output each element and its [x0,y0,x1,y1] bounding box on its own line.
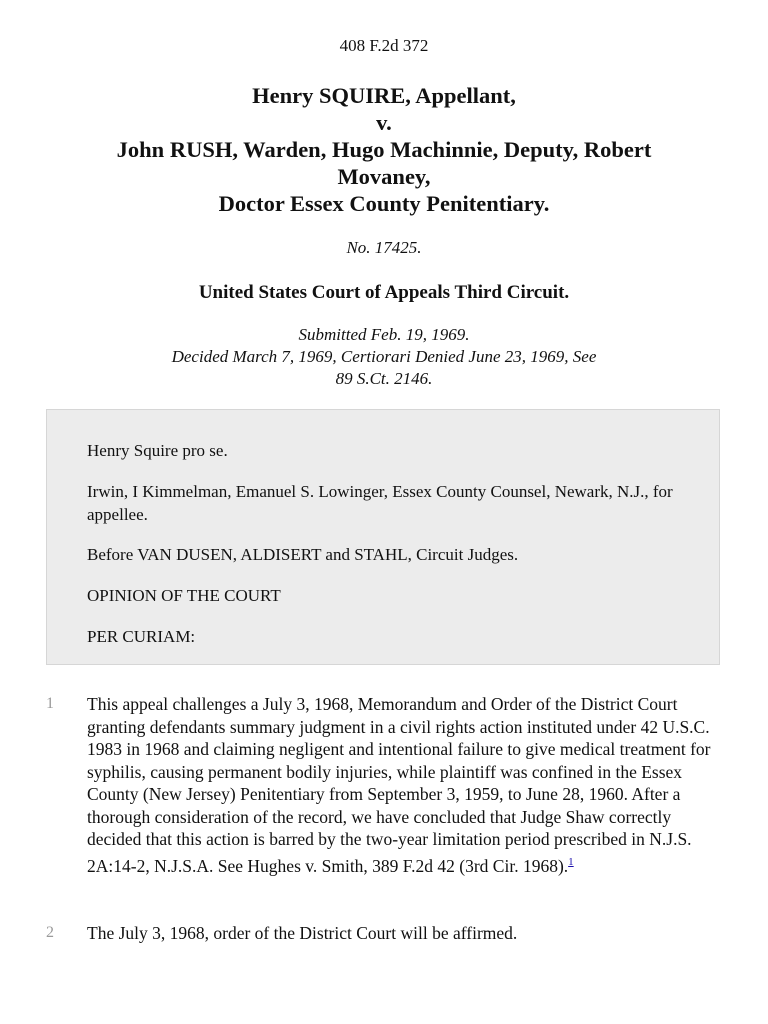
case-caption [60,82,708,217]
opinion-heading: OPINION OF THE COURT [87,586,281,605]
paragraph-number: 2 [46,924,54,941]
appellant-counsel: Henry Squire pro se. [87,441,228,460]
decided-date-continued: 89 S.Ct. 2146. [335,369,433,388]
caption-appellees-line: Doctor Essex County Penitentiary. [218,191,550,216]
submitted-date: Submitted Feb. 19, 1969. [298,325,470,344]
paragraph-number: 1 [46,695,54,712]
judges-panel: Before VAN DUSEN, ALDISERT and STAHL, Circuit Judges. [87,545,519,564]
paragraph-text [87,693,727,877]
decided-date: Decided March 7, 1969, Certiorari Denied June 23, 1969, See [171,347,597,366]
counsel-panel [46,409,720,665]
caption-appellees-line: Movaney, [337,164,431,189]
court-name: United States Court of Appeals Third Circuit. [198,282,570,303]
case-dates [100,324,668,390]
per-curiam: PER CURIAM: [87,627,196,646]
footnote-link[interactable]: 1 [568,855,574,868]
caption-appellees-line: John RUSH, Warden, Hugo Machinnie, Deputy, Robert [116,137,652,162]
caption-appellant: Henry SQUIRE, Appellant, [252,83,516,108]
appellee-counsel: Irwin, I Kimmelman, Emanuel S. Lowinger, Essex County Counsel, Newark, N.J., for appellee. [87,482,673,524]
paragraph-body: The July 3, 1968, order of the District Court will be affirmed. [87,923,518,943]
caption-versus: v. [376,110,392,135]
docket-number: No. 17425. [346,238,422,257]
citation: 408 F.2d 372 [339,36,429,55]
paragraph-text [87,922,727,945]
paragraph-body: This appeal challenges a July 3, 1968, Memorandum and Order of the District Court granting defendants summary judgment in a civil rights action instituted under 42 U.S.C. 1983 in 1968 and claiming negligent and intentional failure to give medical treatment for syphilis, causing permanent bodily injuries, while plaintiff was confined in the Essex County (New Jersey) Penitentiary from September 3, 1959, to June 28, 1960. After a thorough consideration of the record, we have concluded that Judge Shaw correctly decided that this action is barred by the two-year limitation period prescribed in N.J.S. 2A:14-2, N.J.S.A. See Hughes v. Smith, 389 F.2d 42 (3rd Cir. 1968). [87,694,711,876]
